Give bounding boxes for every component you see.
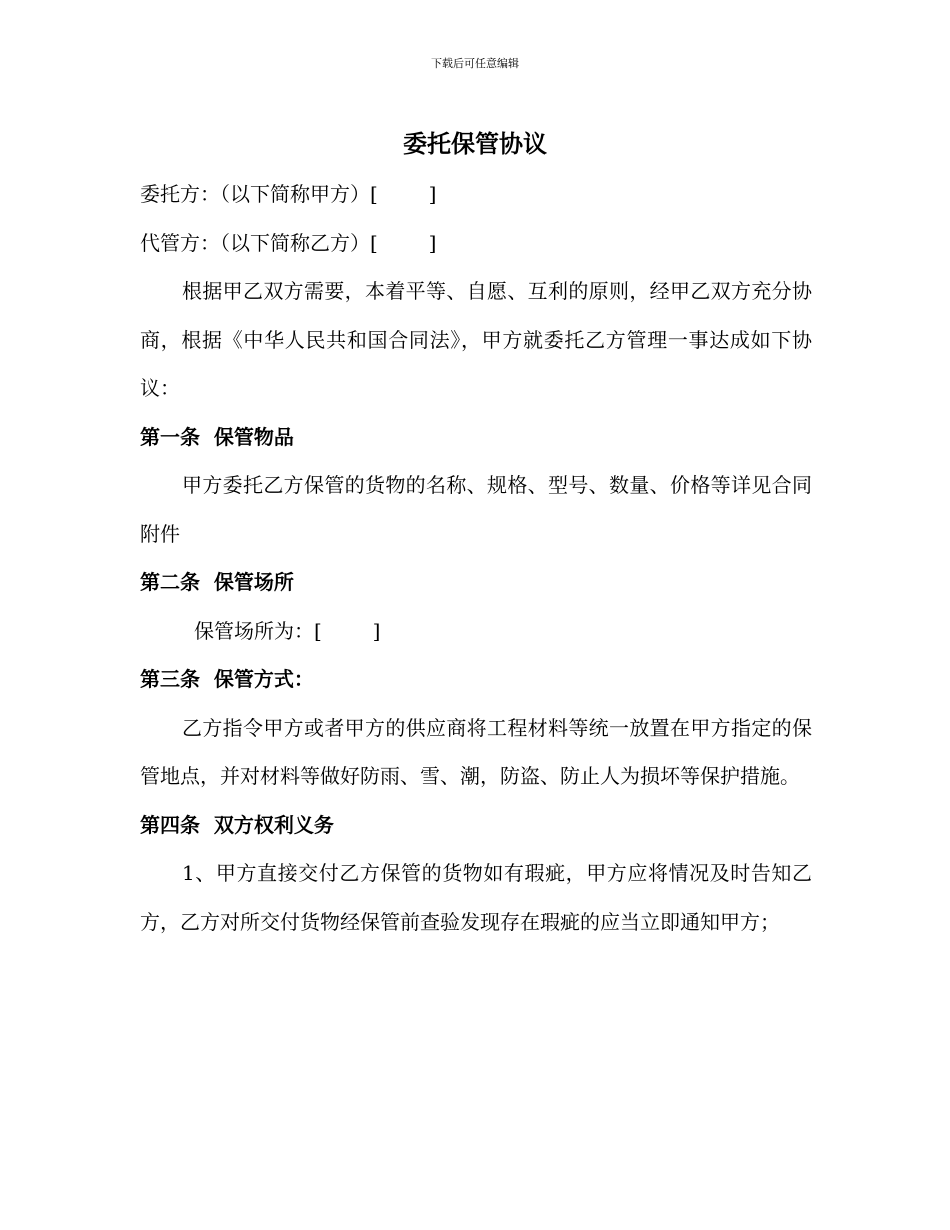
- article1-heading: 第一条 保管物品: [140, 424, 294, 449]
- header-note: 下载后可任意编辑: [431, 57, 519, 70]
- article1-paragraph: 甲方委托乙方保管的货物的名称、规格、型号、数量、价格等详见合同附件: [140, 473, 812, 546]
- document-body: [140, 170, 812, 946]
- document-title: 委托保管协议: [403, 129, 547, 158]
- article4-item1: 1、甲方直接交付乙方保管的货物如有瑕疵，甲方应将情况及时告知乙方，乙方对所交付货物经保管前查验发现存在瑕疵的应当立即通知甲方；: [140, 861, 812, 934]
- party-b-line: 代管方：（以下简称乙方）[ ]: [140, 230, 437, 255]
- article3-heading: 第三条 保管方式：: [140, 667, 314, 691]
- intro-paragraph: 根据甲乙双方需要，本着平等、自愿、互利的原则，经甲乙双方充分协商，根据《中华人民共和国合同法》，甲方就委托乙方管理一事达成如下协议：: [140, 279, 812, 400]
- party-a-line: 委托方：（以下简称甲方）[ ]: [140, 182, 437, 206]
- article3-paragraph: 乙方指令甲方或者甲方的供应商将工程材料等统一放置在甲方指定的保管地点，并对材料等做好防雨、雪、潮，防盗、防止人为损坏等保护措施。: [140, 715, 812, 788]
- article2-paragraph: 保管场所为：[ ]: [194, 618, 381, 643]
- article4-heading: 第四条 双方权利义务: [140, 812, 334, 837]
- article2-heading: 第二条 保管场所: [140, 570, 294, 594]
